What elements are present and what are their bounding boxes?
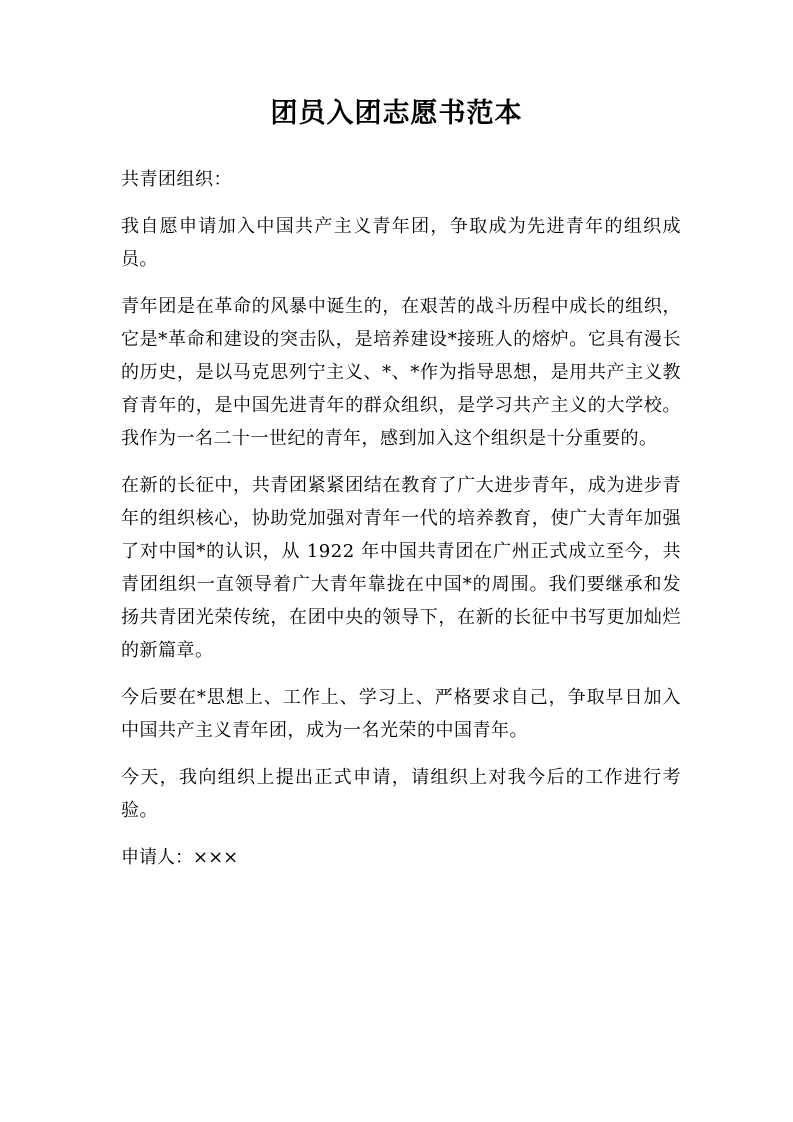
signature-line: 申请人：×××	[121, 847, 239, 868]
document-title: 团员入团志愿书范本	[270, 98, 523, 129]
paragraph-2: 青年团是在革命的风暴中诞生的，在艰苦的战斗历程中成长的组织，它是*革命和建设的突击队，是培养建设*接班人的熔炉。它具有漫长的历史，是以马克思列宁主义、*、*作为指导思想，是用共产主义教育青年的，是中国先进青年的群众组织，是学习共产主义的大学校。我作为一名二十一世纪的青年，感到加入这个组织是十分重要的。	[121, 296, 681, 449]
document-body	[121, 163, 681, 874]
salutation: 共青团组织：	[121, 169, 232, 190]
paragraph-3: 在新的长征中，共青团紧紧团结在教育了广大进步青年，成为进步青年的组织核心，协助党加强对青年一代的培养教育，使广大青年加强了对中国*的认识，从 1922 年中国共青团在广州正式成立至今，共青团组织一直领导着广大青年靠拢在中国*的周围。我们要继承和发扬共青团光荣传统，在团中央的领导下，在新的长征中书写更加灿烂的新篇章。	[121, 475, 681, 661]
paragraph-1: 我自愿申请加入中国共产主义青年团，争取成为先进青年的组织成员。	[121, 216, 681, 270]
paragraph-4: 今后要在*思想上、工作上、学习上、严格要求自己，争取早日加入中国共产主义青年团，成为一名光荣的中国青年。	[121, 687, 681, 741]
paragraph-5: 今天，我向组织上提出正式申请，请组织上对我今后的工作进行考验。	[121, 767, 681, 821]
